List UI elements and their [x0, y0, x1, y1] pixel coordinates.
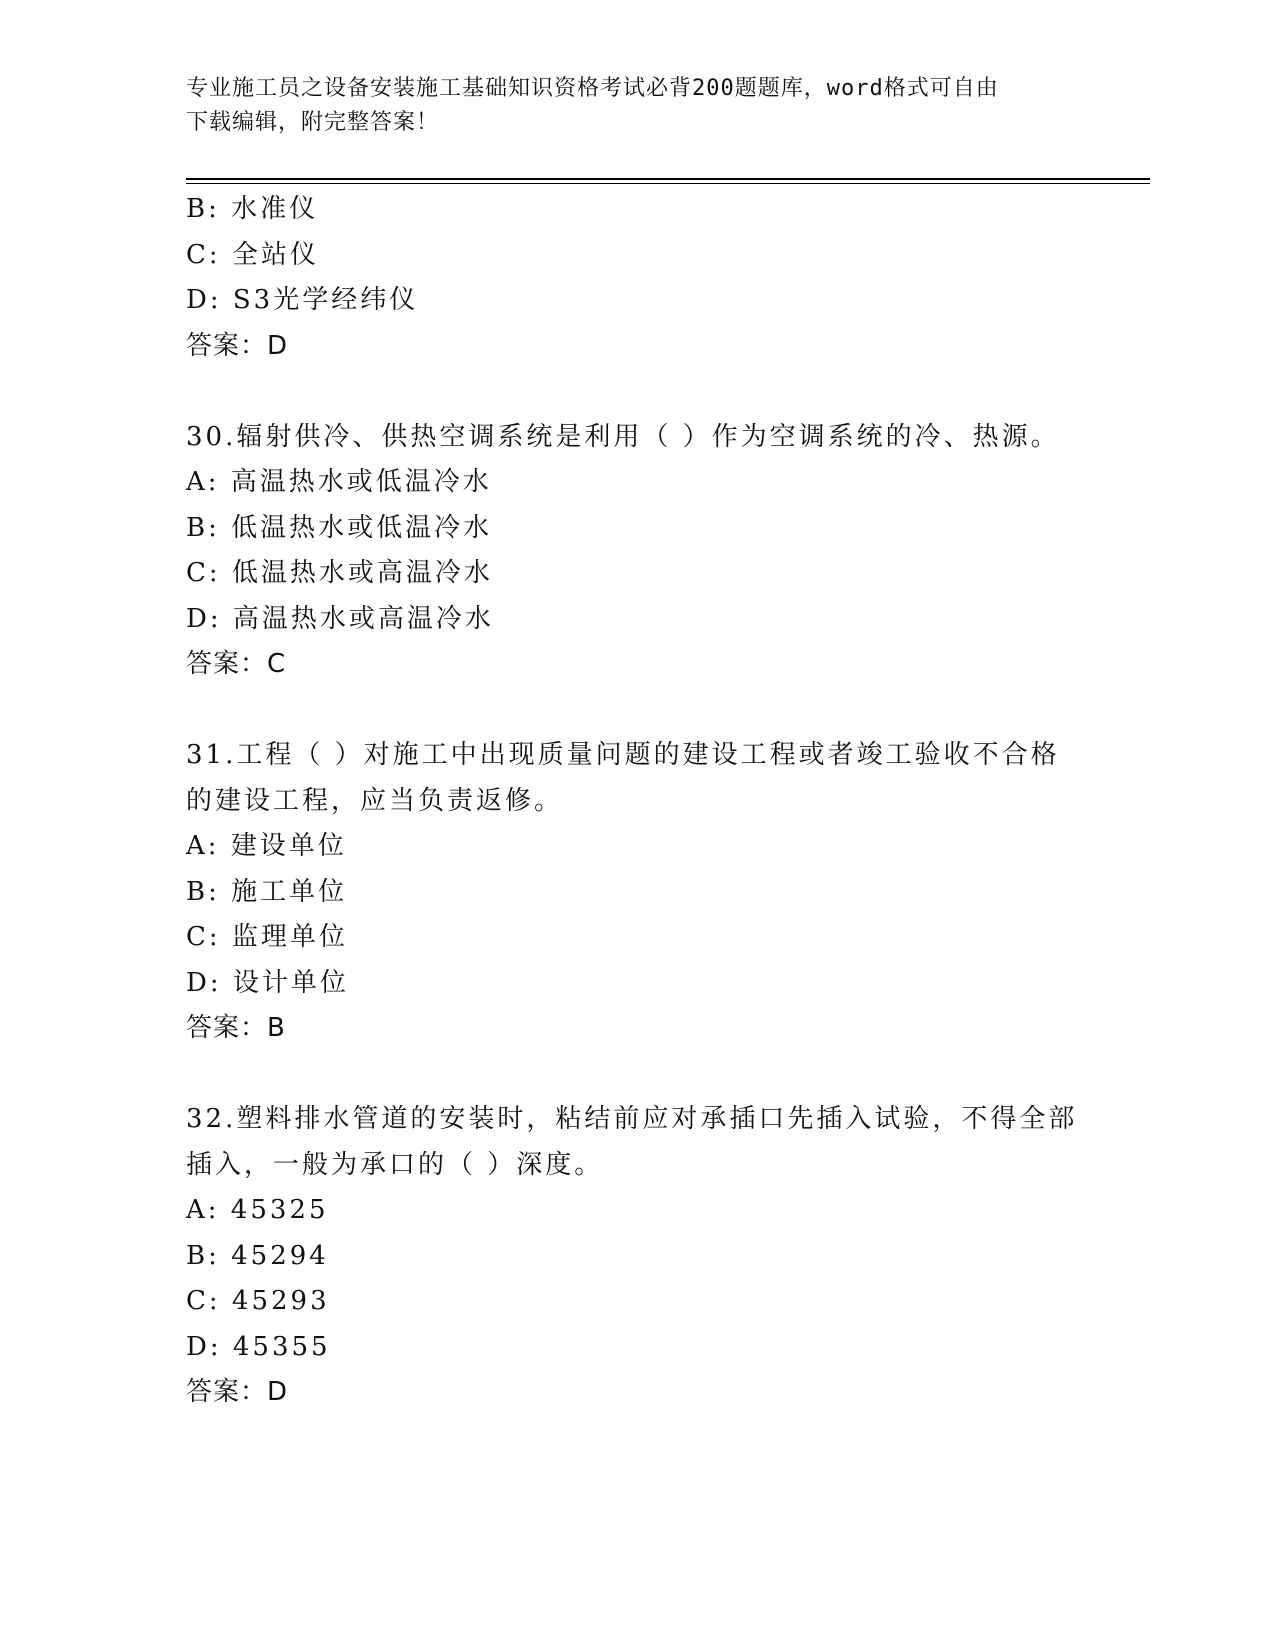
- question-31: [186, 733, 1086, 1052]
- question-stem-line-2: 插入，一般为承口的（ ）深度。: [186, 1149, 604, 1180]
- spacer: [186, 1052, 1086, 1098]
- answer: 答案：C: [186, 649, 287, 679]
- option-d: D: 45355: [186, 1331, 331, 1362]
- option-c: C: 监理单位: [186, 922, 348, 952]
- option-b: B: 低温热水或低温冷水: [186, 512, 493, 543]
- option-b: B: 水准仪: [186, 194, 319, 224]
- question-stem-line-1: 31.工程（ ）对施工中出现质量问题的建设工程或者竣工验收不合格: [186, 740, 1060, 770]
- partial-question: [186, 187, 1086, 369]
- header-line-1: 专业施工员之设备安装施工基础知识资格考试必背200题题库，word格式可自由: [186, 76, 999, 101]
- option-a: A: 建设单位: [186, 831, 347, 861]
- document-header: [186, 72, 1066, 140]
- option-b: B: 施工单位: [186, 876, 348, 907]
- option-c: C: 低温热水或高温冷水: [186, 558, 493, 588]
- option-d: D: 高温热水或高温冷水: [186, 603, 494, 634]
- option-a: A: 45325: [186, 1195, 329, 1225]
- header-divider-thin: [186, 183, 1150, 184]
- question-32: [186, 1097, 1086, 1416]
- answer: 答案：D: [186, 1377, 289, 1407]
- header-divider-thick: [186, 178, 1150, 180]
- option-b: B: 45294: [186, 1240, 329, 1271]
- question-stem-line-2: 的建设工程，应当负责返修。: [186, 785, 564, 816]
- answer: 答案：D: [186, 330, 289, 361]
- spacer: [186, 688, 1086, 734]
- question-30: [186, 415, 1086, 688]
- option-d: D: S3光学经纬仪: [186, 285, 419, 315]
- question-stem-line-1: 32.塑料排水管道的安装时，粘结前应对承插口先插入试验，不得全部: [186, 1104, 1078, 1134]
- option-a: A: 高温热水或低温冷水: [186, 467, 492, 497]
- option-c: C: 45293: [186, 1286, 330, 1316]
- option-d: D: 设计单位: [186, 967, 349, 998]
- option-c: C: 全站仪: [186, 239, 319, 270]
- answer: 答案：B: [186, 1013, 286, 1043]
- question-stem: 30.辐射供冷、供热空调系统是利用（ ）作为空调系统的冷、热源。: [186, 421, 1060, 452]
- question-list: [186, 187, 1086, 1416]
- header-line-2: 下载编辑，附完整答案！: [186, 110, 440, 135]
- spacer: [186, 369, 1086, 415]
